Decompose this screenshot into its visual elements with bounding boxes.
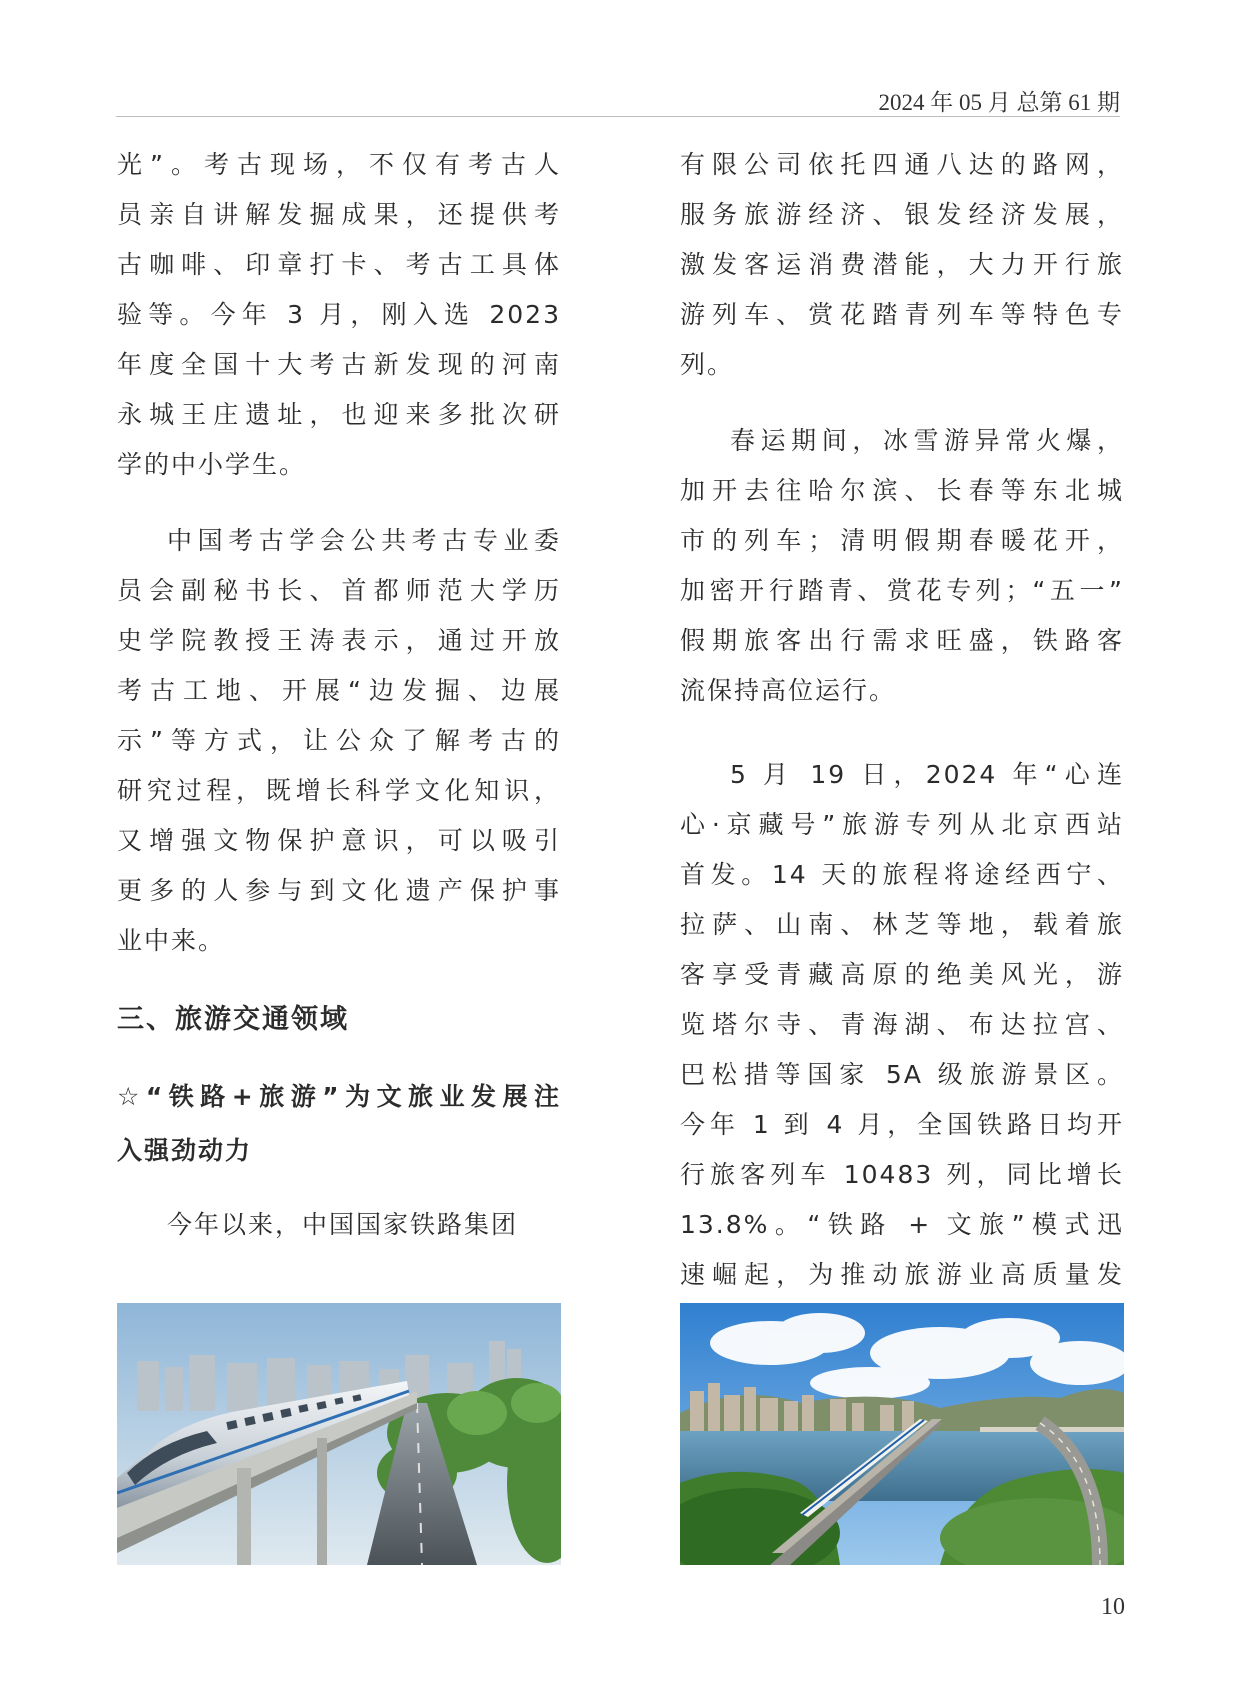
- right-column: [680, 140, 1124, 1300]
- text-line: 服务旅游经济、银发经济发展，: [680, 200, 1124, 229]
- text-line: 春运期间，冰雪游异常火爆，: [730, 426, 1124, 455]
- text-line: 拉萨、山南、林芝等地，载着旅: [680, 910, 1124, 939]
- river-bridge-photo: [680, 1303, 1124, 1565]
- text-line: 心·京藏号”旅游专列从北京西站: [680, 810, 1124, 839]
- page-number: 10: [1101, 1594, 1125, 1620]
- text-line: 览塔尔寺、青海湖、布达拉宫、: [680, 1010, 1124, 1039]
- text-line: 假期旅客出行需求旺盛，铁路客: [680, 626, 1124, 655]
- text-line: 今年 1 到 4 月，全国铁路日均开: [680, 1110, 1124, 1139]
- subheading-line: ☆“铁路+旅游”为文旅业发展注: [117, 1082, 561, 1111]
- text-line: 加密开行踏青、赏花专列；“五一”: [680, 576, 1124, 605]
- text-line: 更多的人参与到文化遗产保护事: [117, 876, 561, 905]
- section-heading: 三、旅游交通领域: [117, 1004, 349, 1035]
- text-line: 示”等方式，让公众了解考古的: [117, 726, 561, 755]
- text-line: 今年以来，中国国家铁路集团: [167, 1210, 519, 1239]
- train-photo: [117, 1303, 561, 1565]
- header-divider: [116, 116, 1120, 117]
- paragraph: [680, 416, 1124, 716]
- text-line: 有限公司依托四通八达的路网，: [680, 150, 1124, 179]
- text-line: 员亲自讲解发掘成果，还提供考: [117, 200, 561, 229]
- text-line: 中国考古学会公共考古专业委: [167, 526, 561, 555]
- paragraph: [117, 516, 561, 966]
- text-line: 行旅客列车 10483 列，同比增长: [680, 1160, 1124, 1189]
- text-line: 业中来。: [117, 926, 226, 955]
- text-line: 13.8%。“铁路 + 文旅”模式迅: [680, 1210, 1124, 1239]
- text-line: 学的中小学生。: [117, 450, 307, 479]
- text-line: 首发。14 天的旅程将途经西宁、: [680, 860, 1124, 889]
- text-line: 研究过程，既增长科学文化知识，: [117, 776, 561, 805]
- text-line: 巴松措等国家 5A 级旅游景区。: [680, 1060, 1124, 1089]
- text-line: 流保持高位运行。: [680, 676, 897, 705]
- paragraph: [117, 1200, 561, 1250]
- text-line: 5 月 19 日，2024 年“心连: [730, 760, 1124, 789]
- text-line: 光”。考古现场，不仅有考古人: [117, 150, 561, 179]
- text-line: 又增强文物保护意识，可以吸引: [117, 826, 561, 855]
- subheading: [117, 1070, 561, 1178]
- text-line: 速崛起，为推动旅游业高质量发: [680, 1260, 1124, 1289]
- subheading-line: 入强劲动力: [117, 1136, 253, 1165]
- left-column: [117, 140, 561, 1250]
- text-line: 激发客运消费潜能，大力开行旅: [680, 250, 1124, 279]
- text-line: 游列车、赏花踏青列车等特色专: [680, 300, 1124, 329]
- paragraph: [117, 140, 561, 490]
- text-line: 列。: [680, 350, 735, 379]
- paragraph: [680, 140, 1124, 390]
- text-line: 古咖啡、印章打卡、考古工具体: [117, 250, 561, 279]
- text-line: 考古工地、开展“边发掘、边展: [117, 676, 561, 705]
- high-speed-train-illustration: [117, 1303, 561, 1565]
- paragraph: [680, 750, 1124, 1300]
- text-line: 史学院教授王涛表示，通过开放: [117, 626, 561, 655]
- text-line: 验等。今年 3 月，刚入选 2023: [117, 300, 561, 329]
- text-line: 员会副秘书长、首都师范大学历: [117, 576, 561, 605]
- text-line: 永城王庄遗址，也迎来多批次研: [117, 400, 561, 429]
- text-line: 客享受青藏高原的绝美风光，游: [680, 960, 1124, 989]
- issue-label: 2024 年 05 月 总第 61 期: [878, 90, 1120, 115]
- river-bridge-illustration: [680, 1303, 1124, 1565]
- text-line: 加开去往哈尔滨、长春等东北城: [680, 476, 1124, 505]
- text-line: 市的列车；清明假期春暖花开，: [680, 526, 1124, 555]
- text-line: 年度全国十大考古新发现的河南: [117, 350, 561, 379]
